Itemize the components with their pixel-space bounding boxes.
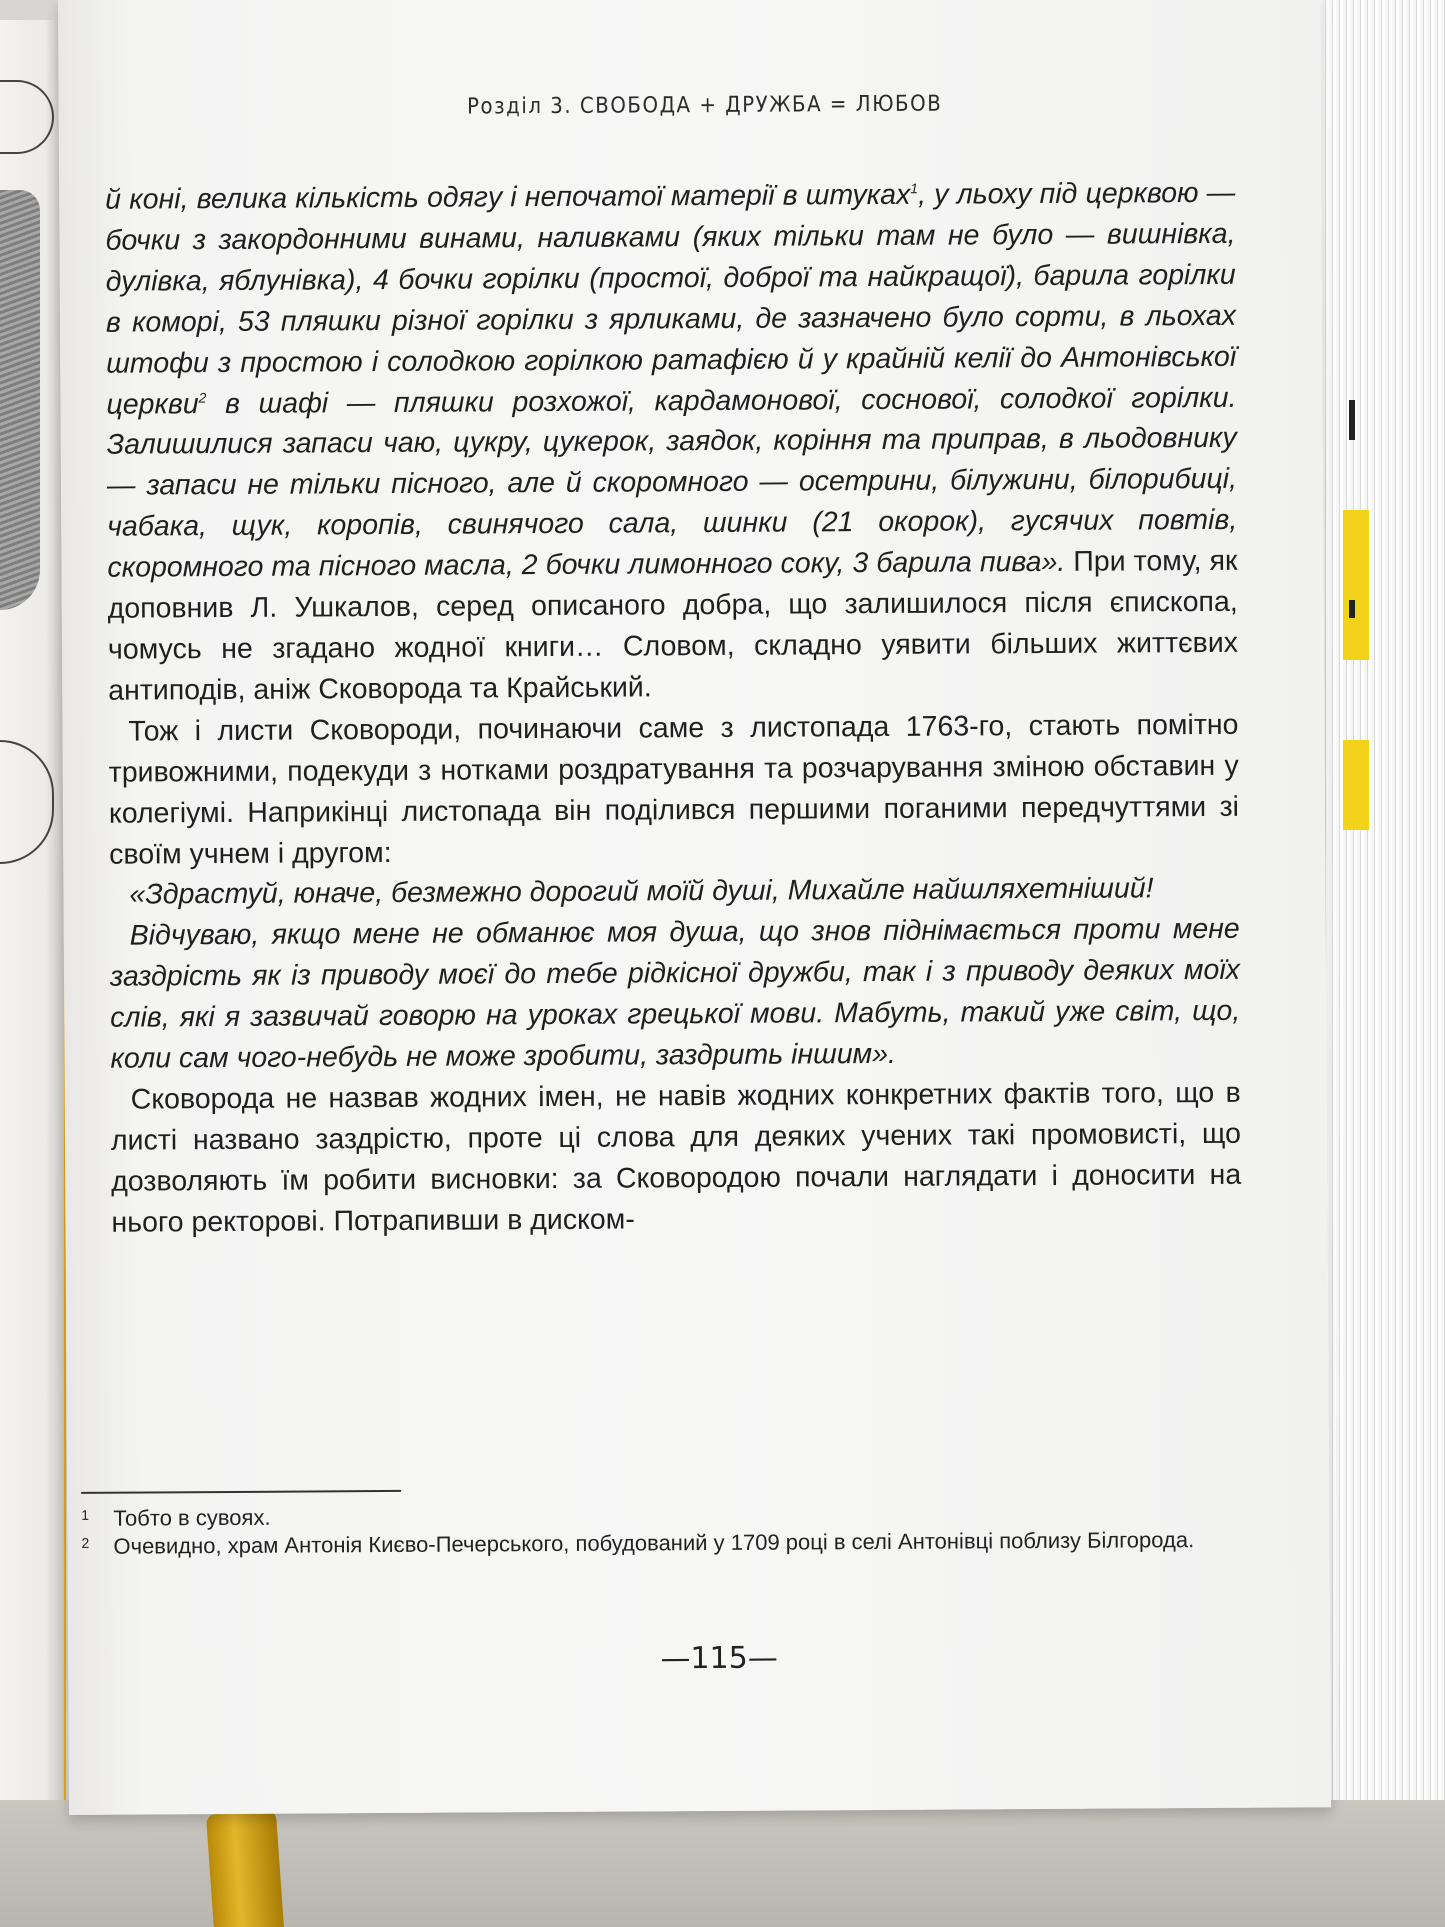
footnote-number: 2 — [81, 1534, 90, 1551]
footnote-ref: 1 — [910, 180, 919, 197]
footnote-text: Тобто в сувоях. — [113, 1504, 271, 1531]
facing-page — [0, 20, 66, 1800]
text-run: , у льоху під церквою — бочки з закордонними винами, наливками (яких тільки там не було — вишнівка, дулівка, яблунівка), 4 бочки горілки (простої, доброї та найкращої), барила горілки в коморі, 53 пляшки різної горілки з ярликами, де зазначено було сорти, в льохах штофи з простою і солодкою горілкою ратафією й у крайній келії до Антонівської церкви — [105, 176, 1237, 421]
page-edge-mark — [1349, 600, 1355, 618]
page-stack — [1315, 0, 1445, 1927]
footnote — [81, 1526, 1256, 1561]
paragraph: Сковорода не назвав жодних імен, не навів жодних конкретних фактів того, що в листі названо заздрістю, проте ці слова для деяких учених такі промовисті, що дозволяють їм робити висновки: за Сковородою почали наглядати і доносити на нього ректорові. Потрапивши в диском- — [110, 1076, 1242, 1239]
page-edge-tab — [1343, 510, 1369, 660]
illustration-fragment — [0, 190, 40, 610]
text-run: в шафі — пляшки розхожої, кардамонової, соснової, солодкої горілки. Залишилися запаси чаю, цукру, цукерок, заядок, коріння та приправ, в льодовнику — запаси не тільки пісного, але й скоромного — осетрини, білужини, білорибиці, чабака, щук, коропів, свинячого сала, шинки (21 окорок), гусячих повтів, скоромного та пісного масла, 2 бочки лимонного соку, 3 барила пива». — [106, 381, 1238, 584]
quote-paragraph: «Здрастуй, юначе, безмежно дорогий моїй душі, Михайле найшляхетніший! — [129, 872, 1154, 911]
footnote-text: Очевидно, храм Антонія Києво-Печерського, побудований у 1709 році в селі Антонівці поблизу Білгорода. — [113, 1527, 1195, 1559]
illustration-fragment — [0, 80, 54, 154]
quote-paragraph: Відчуваю, якщо мене не обманює моя душа, що знов піднімається проти мене заздрість як із приводу моєї до тебе рідкісної дружби, так і з приводу деяких моїх слів, які я зазвичай говорю на уроках грецької мови. Мабуть, такий уже світ, що, коли сам чого-небудь не може зробити, заздрить іншим». — [109, 913, 1241, 1075]
footnote-divider — [81, 1490, 401, 1494]
paragraph: Тож і листи Сковороди, починаючи саме з листопада 1763-го, стають помітно тривожними, подекуди з нотками роздратування та розчарування зміною обставин у колегіумі. Наприкінці листопада він поділився першими поганими передчуттями зі своїм учнем і другом: — [108, 708, 1240, 871]
running-head: Розділ 3. СВОБОДА + ДРУЖБА = ЛЮБОВ — [466, 91, 943, 120]
page-edge-mark — [1349, 400, 1355, 440]
page-number: —115— — [660, 1640, 778, 1677]
footnote-ref: 2 — [198, 389, 207, 406]
text-run: й коні, велика кількість одягу і непочатої матерії в штуках — [105, 178, 911, 216]
paragraph — [105, 173, 1238, 712]
illustration-fragment — [0, 740, 54, 864]
page-edge-tab — [1343, 740, 1369, 830]
body-text — [105, 173, 1241, 1243]
book-page — [58, 0, 1331, 1815]
bookmark-ribbon — [206, 1810, 284, 1927]
quote-text — [105, 177, 1237, 584]
footnotes — [81, 1498, 1256, 1561]
footnote-number: 1 — [81, 1506, 90, 1523]
text-run: При тому, як доповнив Л. Ушкалов, серед описаного добра, що залишилося після єпископа, чомусь не згадано жодної книги… Словом, складно уявити більших життєвих антиподів, аніж Сковорода та Крайський. — [107, 544, 1239, 707]
